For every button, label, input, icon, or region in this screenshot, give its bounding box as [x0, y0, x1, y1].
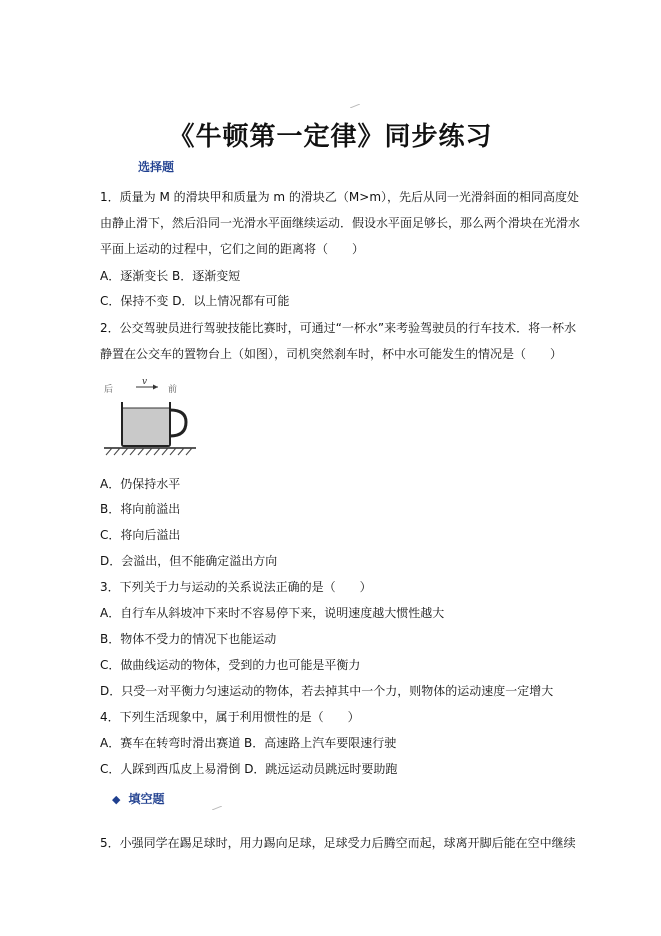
q1-line-1: 1．质量为 M 的滑块甲和质量为 m 的滑块乙（M>m），先后从同一光滑斜面的相同高度处: [100, 190, 580, 204]
q2-line-1: 2．公交驾驶员进行驾驶技能比赛时，可通过“一杯水”来考验驾驶员的行车技术．将一杯水: [100, 321, 577, 335]
section-heading-choice: 选择题: [138, 160, 175, 174]
q1-line-3: 平面上运动的过程中，它们之间的距离将（ ）: [100, 242, 365, 256]
diamond-icon: ◆: [112, 793, 121, 806]
scan-mark: [212, 806, 222, 810]
q5-line-1: 5．小强同学在踢足球时，用力踢向足球，足球受力后腾空而起，球离开脚后能在空中继续: [100, 836, 576, 850]
scan-mark: [350, 104, 360, 108]
q4-line-1: 4．下列生活现象中，属于利用惯性的是（ ）: [100, 710, 360, 724]
arrow-head-icon: [153, 385, 158, 390]
q1-option-cd: C．保持不变 D．以上情况都有可能: [100, 294, 290, 308]
q2-option-a: A．仍保持水平: [100, 477, 181, 491]
shelf-hatching: [106, 448, 192, 455]
figure-front-label: 前: [168, 385, 178, 395]
q2-option-c: C．将向后溢出: [100, 528, 181, 542]
figure-velocity-label: v: [142, 377, 148, 387]
q3-line-1: 3．下列关于力与运动的关系说法正确的是（ ）: [100, 580, 372, 594]
q2-option-d: D．会溢出，但不能确定溢出方向: [100, 554, 278, 568]
cup-on-shelf-figure: [100, 376, 200, 462]
q4-option-cd: C．人踩到西瓜皮上易滑倒 D．跳远运动员跳远时要助跑: [100, 762, 398, 776]
cup-water: [123, 408, 169, 445]
q2-line-2: 静置在公交车的置物台上（如图），司机突然刹车时，杯中水可能发生的情况是（ ）: [100, 347, 563, 361]
figure-back-label: 后: [104, 385, 114, 395]
q3-option-c: C．做曲线运动的物体，受到的力也可能是平衡力: [100, 658, 361, 672]
page-title: 《牛顿第一定律》同步练习: [168, 122, 493, 152]
q2-option-b: B．将向前溢出: [100, 502, 181, 516]
q3-option-b: B．物体不受力的情况下也能运动: [100, 632, 277, 646]
q4-option-ab: A．赛车在转弯时滑出赛道 B．高速路上汽车要限速行驶: [100, 736, 397, 750]
q3-option-d: D．只受一对平衡力匀速运动的物体，若去掉其中一个力，则物体的运动速度一定增大: [100, 684, 554, 698]
cup-handle: [170, 410, 186, 436]
section-heading-fill: ◆ 填空题: [112, 792, 165, 806]
q1-line-2: 由静止滑下，然后沿同一光滑水平面继续运动．假设水平面足够长，那么两个滑块在光滑水: [100, 216, 581, 230]
q3-option-a: A．自行车从斜坡冲下来时不容易停下来，说明速度越大惯性越大: [100, 606, 445, 620]
q1-option-ab: A．逐渐变长 B．逐渐变短: [100, 269, 241, 283]
